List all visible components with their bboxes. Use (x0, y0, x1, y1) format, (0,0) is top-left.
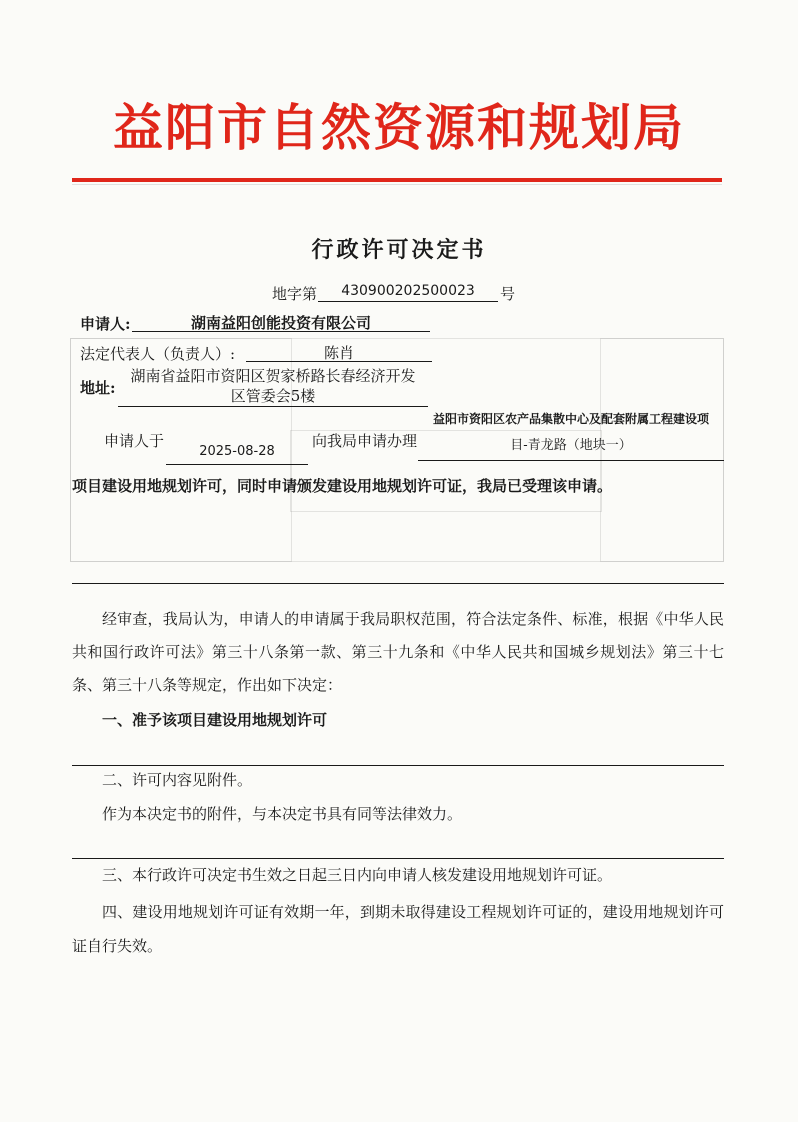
application-prefix: 申请人于 (104, 432, 165, 450)
project-name-line-1: 益阳市资阳区农产品集散中心及配套附属工程建设项 (432, 412, 709, 426)
application-statement: 项目建设用地规划许可，同时申请颁发建设用地规划许可证，我局已受理该申请。 (72, 477, 613, 495)
address-label: 地址: (80, 379, 116, 397)
document-title: 行政许可决定书 (311, 237, 487, 263)
address-value (118, 366, 428, 407)
doc-number-prefix: 地字第 (272, 285, 318, 303)
decision-item-1: 一、准予该项目建设用地规划许可 (102, 711, 328, 729)
legal-rep-label: 法定代表人（负责人）: (80, 345, 236, 363)
applicant-label: 申请人: (80, 315, 131, 333)
address-line-2: 区管委会5楼 (118, 386, 428, 407)
applicant-field (132, 312, 430, 332)
decision-item-2: 二、许可内容见附件。 (102, 771, 253, 789)
legal-rep-field (246, 342, 432, 362)
doc-number-suffix: 号 (500, 285, 516, 303)
show-through-rule (72, 184, 722, 185)
applicant-value: 湖南益阳创能投资有限公司 (190, 314, 371, 332)
letterhead-org-name: 益阳市自然资源和规划局 (113, 99, 685, 157)
doc-number-value: 430900202500023 (341, 283, 475, 299)
legal-rep-value: 陈肖 (323, 344, 354, 362)
project-name-line-2: 目-青龙路（地块一） (418, 436, 724, 461)
project-name (418, 410, 724, 461)
attachment-note: 作为本决定书的附件，与本决定书具有同等法律效力。 (102, 805, 463, 823)
decision-item-4: 四、建设用地规划许可证有效期一年，到期未取得建设工程规划许可证的，建设用地规划许可证自行失效。 (72, 903, 724, 955)
decision-item-3: 三、本行政许可决定书生效之日起三日内向申请人核发建设用地规划许可证。 (102, 866, 613, 884)
review-paragraph: 经审查，我局认为，申请人的申请属于我局职权范围，符合法定条件、标准，根据《中华人民共和国行政许可法》第三十八条第一款、第三十九条和《中华人民共和国城乡规划法》第三十七条、第三十八条等规定，作出如下决定： (72, 610, 724, 694)
address-line-1: 湖南省益阳市资阳区贺家桥路长春经济开发 (130, 367, 416, 385)
application-date: 2025-08-28 (199, 444, 275, 459)
letterhead-red-rule (72, 178, 722, 182)
application-date-field (166, 444, 308, 465)
application-middle: 向我局申请办理 (312, 432, 418, 450)
doc-number-field (318, 283, 498, 302)
divider-line (72, 583, 724, 584)
